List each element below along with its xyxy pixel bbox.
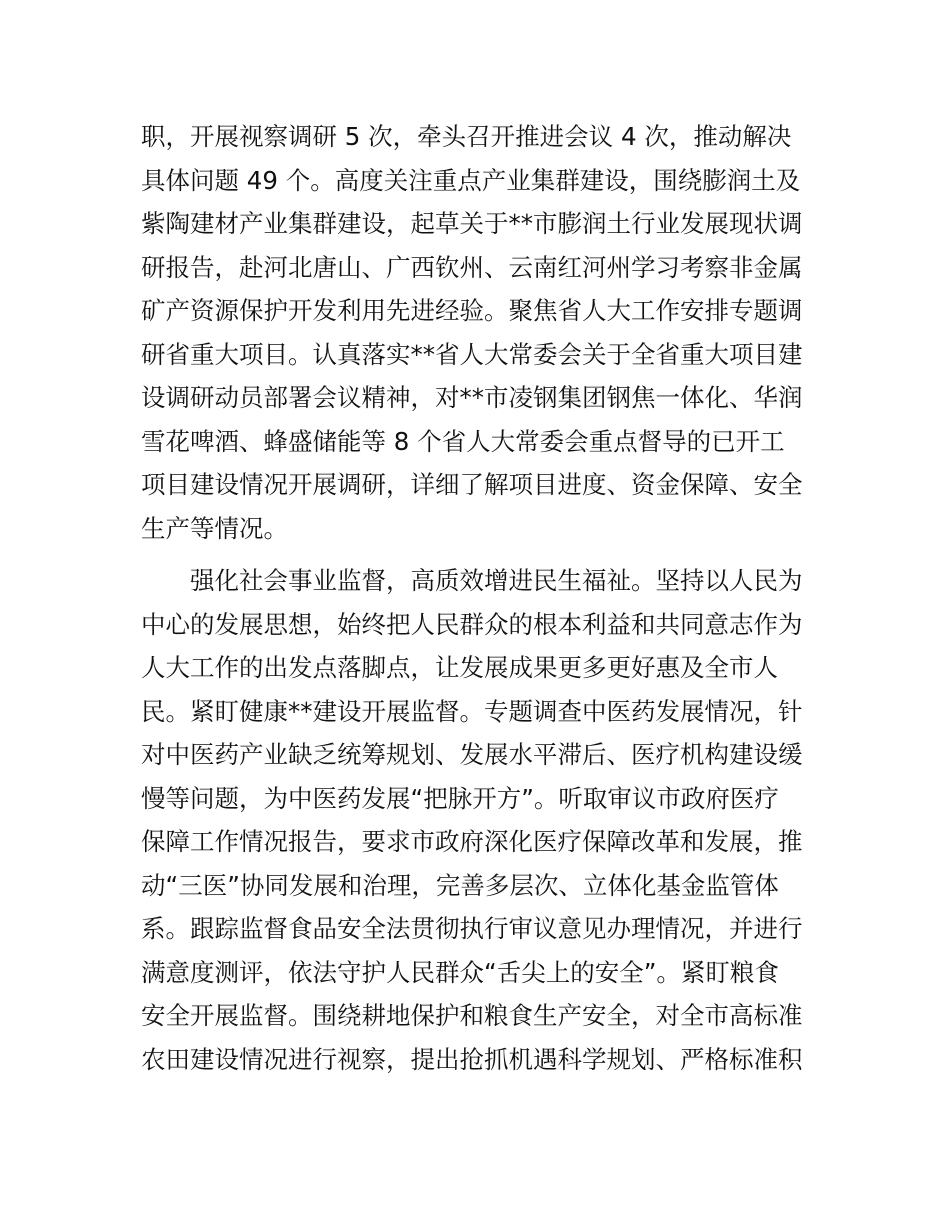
text-line: 具体问题 49 个。高度关注重点产业集群建设，围绕膨润土及 — [141, 166, 801, 195]
text-line: 安全开展监督。围绕耕地保护和粮食生产安全，对全市高标准 — [141, 1001, 803, 1030]
text-line: 慢等问题，为中医药发展“把脉开方”。听取审议市政府医疗 — [141, 784, 779, 813]
text-line: 系。跟踪监督食品安全法贯彻执行审议意见办理情况，并进行 — [141, 914, 803, 943]
text-line: 研省重大项目。认真落实**省人大常委会关于全省重大项目建 — [141, 340, 803, 369]
text-line: 紫陶建材产业集群建设，起草关于**市膨润土行业发展现状调 — [141, 209, 803, 238]
text-line: 矿产资源保护开发利用先进经验。聚焦省人大工作安排专题调 — [141, 296, 803, 325]
text-line: 动“三医”协同发展和治理，完善多层次、立体化基金监管体 — [141, 871, 779, 900]
text-line: 项目建设情况开展调研，详细了解项目进度、资金保障、安全 — [141, 470, 803, 499]
text-line: 强化社会事业监督，高质效增进民生福祉。坚持以人民为 — [190, 566, 803, 595]
text-line: 设调研动员部署会议精神，对**市凌钢集团钢焦一体化、华润 — [141, 383, 803, 412]
text-line: 对中医药产业缺乏统筹规划、发展水平滞后、医疗机构建设缓 — [141, 740, 803, 769]
text-line: 农田建设情况进行视察，提出抢抓机遇科学规划、严格标准积 — [141, 1045, 803, 1074]
text-line: 中心的发展思想，始终把人民群众的根本利益和共同意志作为 — [141, 610, 803, 639]
text-line: 生产等情况。 — [141, 514, 288, 543]
text-line: 职，开展视察调研 5 次，牵头召开推进会议 4 次，推动解决 — [141, 122, 792, 151]
text-line: 保障工作情况报告，要求市政府深化医疗保障改革和发展，推 — [141, 827, 803, 856]
text-line: 雪花啤酒、蜂盛储能等 8 个省人大常委会重点督导的已开工 — [141, 427, 785, 456]
text-line: 满意度测评，依法守护人民群众“舌尖上的安全”。紧盯粮食 — [141, 958, 779, 987]
text-line: 研报告，赴河北唐山、广西钦州、云南红河州学习考察非金属 — [141, 253, 803, 282]
text-line: 民。紧盯健康**建设开展监督。专题调查中医药发展情况，针 — [141, 697, 803, 726]
text-line: 人大工作的出发点落脚点，让发展成果更多更好惠及全市人 — [141, 653, 778, 682]
